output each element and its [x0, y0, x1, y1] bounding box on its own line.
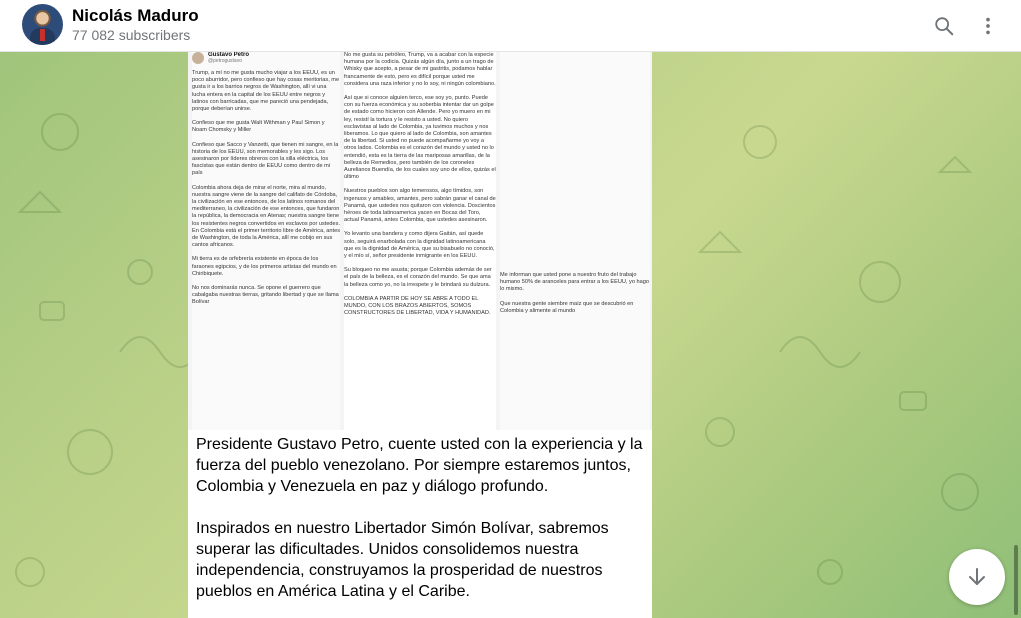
- photo-column-2: [344, 52, 496, 430]
- scrollbar-thumb[interactable]: [1014, 545, 1018, 615]
- tweet-author: [192, 52, 340, 64]
- photo-text: Trump, a mí no me gusta mucho viajar a los EEUU, es un poco aburridor, pero confieso que hay cosas meritorias, me gusta ir a los barrios negros de Washington, allí vi una lucha entera en la capital de los EEUU entre negros y latinos con barricadas, que me pareció una pendejada, porque deberían unirse.: [192, 70, 340, 113]
- arrow-down-icon: [965, 565, 989, 589]
- chat-header: [0, 0, 1021, 52]
- photo-text: Nuestros pueblos son algo temerosos, algo tímidos, son ingenuos y amables, amantes, pero sabrán ganar el canal de Panamá, que ustedes nos quitaron con violencia. Doscientos héroes de toda latinoamerica yacen en Bocas del Toro, actual Panamá, antes Colombia, que ustedes asesinaron.: [344, 188, 496, 224]
- search-icon: [933, 15, 955, 37]
- search-button[interactable]: [928, 10, 960, 42]
- photo-text: Colombia ahora deja de mirar el norte, mira al mundo, nuestra sangre viene de la sangre del califato de Córdoba, la civilización en ese entonces, de los latinos romanos del mediterraneo, la civilización de ese entonces, que fundaron la república, la democracia en Atenas; nuestra sangre tiene los resistentes negros convertidos en esclavos por ustedes. En Colombia está el primer territorio libre de América, antes de Washington, de toda la América, allí me cobijo en sus cantos africanos.: [192, 184, 341, 249]
- photo-column-3: [500, 52, 650, 430]
- photo-text: COLOMBIA A PARTIR DE HOY SE ABRE A TODO EL MUNDO, CON LOS BRAZOS ABIERTOS, SOMOS CONSTRUCTORES DE LIBERTAD, VIDA Y HUMANIDAD.: [344, 295, 491, 317]
- photo-text: Así que si conoce alguien terco, ese soy yo, punto. Puede con su fuerza económica y su soberbia intentar dar un golpe de estado como hicieron con Allende. Pero yo muero en mi ley, resistí la tortura y le resisto a usted. No quiero esclavistas al lado de Colombia, ya tuvimos muchos y nos liberamos. Lo que quiero al lado de Colombia, son amantes de la libertad. Si usted no puede acompañarme yo voy a otros lados. Colombia es el corazón del mundo y usted no lo entendió, esta es la tierra de las mariposas amarillas, de la belleza de Remedios, pero también de los coroneles Aurelianos Buendía, de los cuales soy uno de ellos, quizás el último: [344, 95, 496, 181]
- subscriber-count: 77 082 subscribers: [72, 27, 191, 43]
- photo-text: Confieso que Sacco y Vanzetti, que tienen mi sangre, en la historia de los EEUU, son memorables y les sigo. Los asesinaron por líderes obreros con la silla eléctrica, los fascistas que están dentro de EEUU como dentro de mi país: [192, 141, 339, 177]
- post-caption: [196, 434, 644, 618]
- photo-column-1: [192, 52, 340, 430]
- tweet-author-name: Gustavo Petro: [208, 52, 250, 58]
- more-vertical-icon: [977, 15, 999, 37]
- channel-name[interactable]: Nicolás Maduro: [72, 6, 199, 25]
- tweet-author-avatar: [192, 52, 204, 64]
- photo-text: No me gusta su petróleo, Trump, va a acabar con la especie humana por la codicia. Quizás algún día, junto a un trago de Whisky que acepto, a pesar de mi gastritis, podamos hablar francamente de esto, pero es difícil porque usted me considera una raza inferior y no lo soy, ni ningún colombiano.: [344, 52, 496, 87]
- photo-text: Confieso que me gusta Walt Withman y Paul Simon y Noam Chomsky y Miller: [192, 120, 325, 134]
- photo-text: Que nuestra gente siembre maíz que se descubrió en Colombia y alimente al mundo: [500, 300, 634, 314]
- scroll-to-bottom-button[interactable]: [949, 549, 1005, 605]
- photo-text: Mi tierra es de orfebrería existente en época de los faraones egipcios, y de los primeros artistas del mundo en Chiribiquete.: [192, 256, 337, 277]
- post-photo[interactable]: [188, 52, 652, 430]
- caption-paragraph: Inspirados en nuestro Libertador Simón Bolívar, sabremos superar las dificultades. Unidos consolidemos nuestra independencia, construyamos la prosperidad de nuestros pueblos en América Latina y el Caribe.: [196, 520, 609, 600]
- caption-paragraph: Presidente Gustavo Petro, cuente usted con la experiencia y la fuerza del pueblo venezolano. Por siempre estaremos juntos, Colombia y Venezuela en paz y diálogo profundo.: [196, 436, 643, 495]
- avatar[interactable]: [22, 4, 63, 45]
- photo-text: Yo levanto una bandera y como dijera Gaitán, así quede solo, seguirá enarbolada con la dignidad latinoamericana que es la dignidad de América, que su bisabuelo no conoció, y el mío sí, señor presidente inmigrante en los EEUU.: [344, 231, 495, 260]
- photo-text: No nos dominarás nunca. Se opone el guerrero que cabalgaba nuestras tierras, gritando libertad y que se llama Bolívar: [192, 285, 339, 306]
- photo-text: Me informan que usted pone a nuestro fruto del trabajo humano 50% de aranceles para entrar a los EEUU, yo hago lo mismo.: [500, 272, 649, 293]
- more-button[interactable]: [972, 10, 1004, 42]
- photo-text: Su bloqueo no me asusta; porque Colombia además de ser el país de la belleza, es el corazón del mundo. Se que ama la belleza como yo, no la irrespete y le brindará su dulzura.: [344, 267, 492, 288]
- tweet-author-handle: @petrogustavo: [208, 58, 242, 64]
- avatar-tie: [40, 29, 45, 41]
- channel-post: [188, 52, 652, 618]
